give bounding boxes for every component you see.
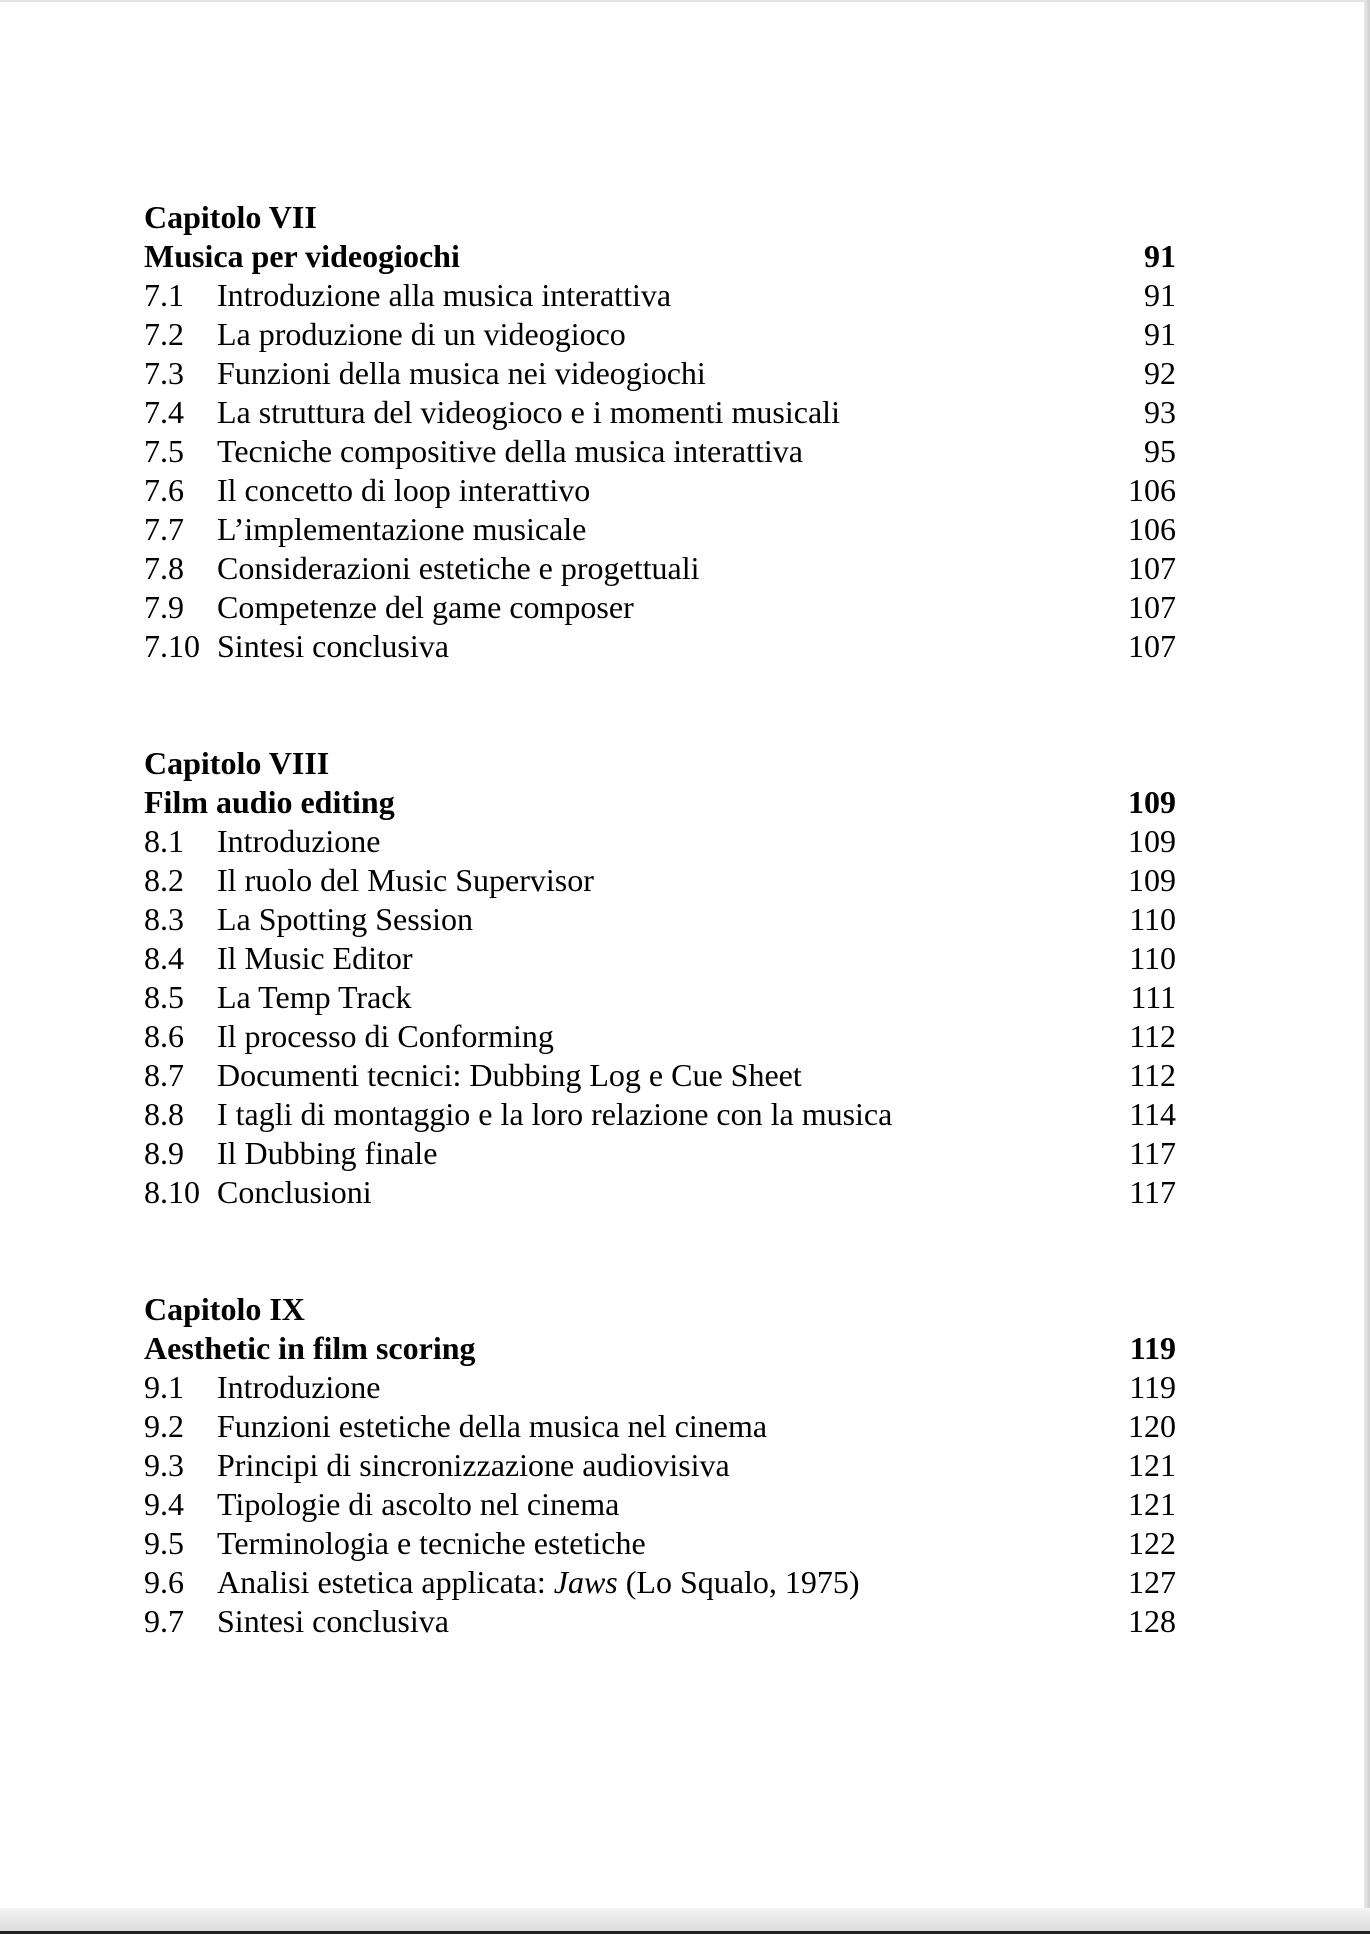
section-number: 8.1 (144, 823, 184, 859)
toc-entry[interactable] (144, 1524, 1176, 1563)
section-title: Il concetto di loop interattivo (217, 472, 591, 508)
section-number: 7.7 (144, 511, 184, 547)
section-title: La Temp Track (217, 979, 412, 1015)
toc-entry[interactable] (144, 354, 1176, 393)
section-page-number: 107 (1128, 550, 1176, 586)
section-number: 9.2 (144, 1408, 184, 1444)
section-page-number: 110 (1129, 901, 1176, 937)
chapter-label: Capitolo IX (144, 1291, 305, 1327)
section-page-number: 127 (1128, 1564, 1176, 1600)
section-title: Il Music Editor (217, 940, 413, 976)
chapter-page-number: 119 (1129, 1330, 1176, 1366)
section-title: La produzione di un videogioco (217, 316, 626, 352)
section-page-number: 91 (1144, 277, 1176, 313)
toc-entry[interactable] (144, 588, 1176, 627)
section-number: 9.3 (144, 1447, 184, 1483)
section-page-number: 92 (1144, 355, 1176, 391)
toc-entry[interactable] (144, 432, 1176, 471)
toc-entry[interactable] (144, 1173, 1176, 1212)
section-page-number: 120 (1128, 1408, 1176, 1444)
section-number: 7.4 (144, 394, 184, 430)
section-page-number: 117 (1129, 1174, 1176, 1210)
chapter-page-number: 109 (1128, 784, 1176, 820)
section-title: Introduzione (217, 823, 381, 859)
chapter-title: Musica per videogiochi (144, 238, 460, 274)
section-title: Sintesi conclusiva (217, 1603, 449, 1639)
toc-entry[interactable] (144, 471, 1176, 510)
section-page-number: 117 (1129, 1135, 1176, 1171)
section-number: 7.2 (144, 316, 184, 352)
section-page-number: 106 (1128, 472, 1176, 508)
film-title: Jaws (553, 1564, 618, 1600)
section-page-number: 110 (1129, 940, 1176, 976)
section-number: 9.5 (144, 1525, 184, 1561)
section-number: 8.8 (144, 1096, 184, 1132)
section-page-number: 122 (1128, 1525, 1176, 1561)
chapter-ix (144, 1290, 1176, 1641)
section-title: Conclusioni (217, 1174, 372, 1210)
section-title: Sintesi conclusiva (217, 628, 449, 664)
section-title: Terminologia e tecniche estetiche (217, 1525, 646, 1561)
section-title: Tecniche compositive della musica interattiva (217, 433, 803, 469)
section-page-number: 93 (1144, 394, 1176, 430)
chapter-page-number: 91 (1144, 238, 1176, 274)
section-title: Il processo di Conforming (217, 1018, 554, 1054)
section-title: Considerazioni estetiche e progettuali (217, 550, 700, 586)
toc-entry[interactable] (144, 861, 1176, 900)
section-number: 9.6 (144, 1564, 184, 1600)
section-title-prefix: Analisi estetica applicata: (217, 1564, 554, 1600)
section-page-number: 111 (1130, 979, 1176, 1015)
section-page-number: 112 (1129, 1018, 1176, 1054)
toc-entry[interactable] (144, 510, 1176, 549)
section-page-number: 121 (1128, 1447, 1176, 1483)
section-title: I tagli di montaggio e la loro relazione con la musica (217, 1096, 893, 1132)
section-page-number: 121 (1128, 1486, 1176, 1522)
chapter-label: Capitolo VIII (144, 745, 330, 781)
section-number: 7.5 (144, 433, 184, 469)
toc-entry[interactable] (144, 1056, 1176, 1095)
section-title: Documenti tecnici: Dubbing Log e Cue Sheet (217, 1057, 802, 1093)
section-title: Funzioni estetiche della musica nel cinema (217, 1408, 768, 1444)
chapter-heading-row[interactable] (144, 237, 1176, 276)
section-number: 8.2 (144, 862, 184, 898)
section-title: Il ruolo del Music Supervisor (217, 862, 594, 898)
section-number: 7.6 (144, 472, 184, 508)
section-number: 8.5 (144, 979, 184, 1015)
section-number: 9.7 (144, 1603, 184, 1639)
section-title: Principi di sincronizzazione audiovisiva (217, 1447, 730, 1483)
section-number: 7.8 (144, 550, 184, 586)
section-number: 7.3 (144, 355, 184, 391)
toc-entry[interactable] (144, 315, 1176, 354)
chapter-title: Film audio editing (144, 784, 395, 820)
toc-entry[interactable] (144, 627, 1176, 666)
section-number: 8.3 (144, 901, 184, 937)
section-page-number: 109 (1128, 862, 1176, 898)
chapter-heading-row[interactable] (144, 1329, 1176, 1368)
toc-entry[interactable] (144, 978, 1176, 1017)
section-title (217, 1563, 1096, 1602)
section-page-number: 95 (1144, 433, 1176, 469)
page-right-edge (1364, 0, 1370, 1934)
toc-entry[interactable] (144, 1446, 1176, 1485)
toc-entry[interactable] (144, 1095, 1176, 1134)
chapter-vii (144, 198, 1176, 666)
section-number: 9.4 (144, 1486, 184, 1522)
chapter-viii (144, 744, 1176, 1212)
toc-entry[interactable] (144, 1407, 1176, 1446)
toc-entry[interactable] (144, 549, 1176, 588)
section-number: 8.10 (144, 1174, 200, 1210)
section-page-number: 114 (1129, 1096, 1176, 1132)
section-title: Introduzione alla musica interattiva (217, 277, 672, 313)
section-number: 7.10 (144, 628, 200, 664)
toc-entry[interactable] (144, 1017, 1176, 1056)
toc-entry[interactable] (144, 1563, 1176, 1602)
section-page-number: 109 (1128, 823, 1176, 859)
section-title: L’implementazione musicale (217, 511, 587, 547)
table-of-contents (144, 198, 1176, 1641)
section-page-number: 107 (1128, 589, 1176, 625)
toc-entry[interactable] (144, 276, 1176, 315)
section-page-number: 112 (1129, 1057, 1176, 1093)
section-page-number: 107 (1128, 628, 1176, 664)
section-number: 8.9 (144, 1135, 184, 1171)
section-title: Competenze del game composer (217, 589, 634, 625)
section-title: Tipologie di ascolto nel cinema (217, 1486, 620, 1522)
section-title: Introduzione (217, 1369, 381, 1405)
toc-entry[interactable] (144, 1134, 1176, 1173)
section-title: Funzioni della musica nei videogiochi (217, 355, 706, 391)
toc-entry[interactable] (144, 1368, 1176, 1407)
toc-entry[interactable] (144, 1485, 1176, 1524)
toc-entry[interactable] (144, 393, 1176, 432)
chapter-heading-row[interactable] (144, 783, 1176, 822)
toc-entry[interactable] (144, 900, 1176, 939)
section-page-number: 106 (1128, 511, 1176, 547)
section-page-number: 91 (1144, 316, 1176, 352)
toc-entry[interactable] (144, 822, 1176, 861)
toc-entry[interactable] (144, 939, 1176, 978)
section-number: 7.9 (144, 589, 184, 625)
section-number: 8.7 (144, 1057, 184, 1093)
section-number: 8.4 (144, 940, 184, 976)
section-title: Il Dubbing finale (217, 1135, 438, 1171)
section-title: La Spotting Session (217, 901, 474, 937)
section-number: 9.1 (144, 1369, 184, 1405)
section-title-suffix: (Lo Squalo, 1975) (617, 1564, 860, 1600)
toc-entry[interactable] (144, 1602, 1176, 1641)
section-number: 8.6 (144, 1018, 184, 1054)
section-page-number: 128 (1128, 1603, 1176, 1639)
section-title: La struttura del videogioco e i momenti musicali (217, 394, 840, 430)
section-number: 7.1 (144, 277, 184, 313)
section-page-number: 119 (1129, 1369, 1176, 1405)
chapter-title: Aesthetic in film scoring (144, 1330, 476, 1366)
chapter-label: Capitolo VII (144, 199, 317, 235)
page-top-edge (0, 0, 1370, 2)
